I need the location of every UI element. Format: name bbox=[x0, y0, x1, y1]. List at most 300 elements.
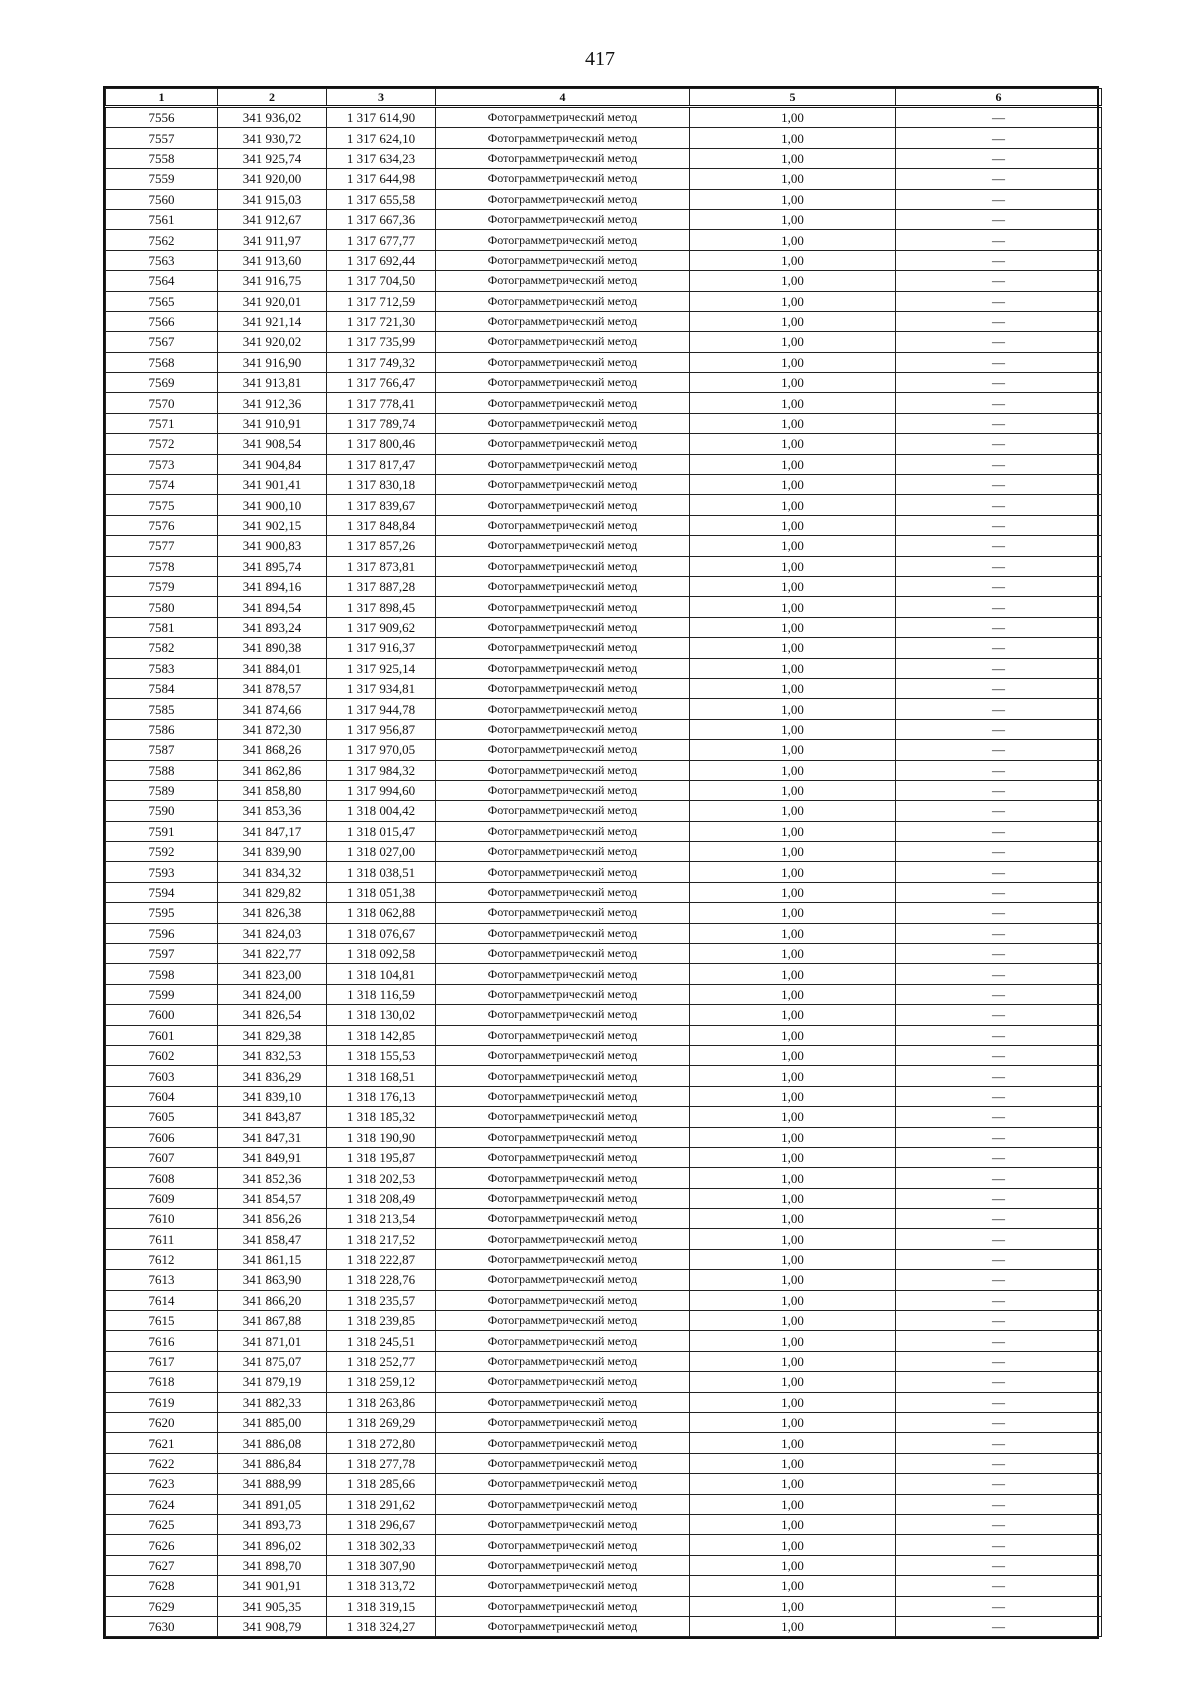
method-cell: Фотограмметрический метод bbox=[436, 1188, 690, 1208]
description-cell: — bbox=[896, 107, 1102, 128]
point-number-cell: 7614 bbox=[106, 1290, 218, 1310]
table-row bbox=[106, 1474, 1102, 1494]
y-coordinate-cell: 1 318 296,67 bbox=[327, 1514, 436, 1534]
method-cell: Фотограмметрический метод bbox=[436, 271, 690, 291]
point-number-cell: 7608 bbox=[106, 1168, 218, 1188]
accuracy-cell: 1,00 bbox=[690, 536, 896, 556]
x-coordinate-cell: 341 936,02 bbox=[218, 107, 327, 128]
coordinates-table bbox=[103, 86, 1099, 1639]
y-coordinate-cell: 1 318 285,66 bbox=[327, 1474, 436, 1494]
point-number-cell: 7588 bbox=[106, 760, 218, 780]
y-coordinate-cell: 1 317 692,44 bbox=[327, 250, 436, 270]
table-row bbox=[106, 1331, 1102, 1351]
x-coordinate-cell: 341 925,74 bbox=[218, 148, 327, 168]
x-coordinate-cell: 341 890,38 bbox=[218, 638, 327, 658]
point-number-cell: 7607 bbox=[106, 1147, 218, 1167]
x-coordinate-cell: 341 878,57 bbox=[218, 678, 327, 698]
accuracy-cell: 1,00 bbox=[690, 189, 896, 209]
y-coordinate-cell: 1 317 857,26 bbox=[327, 536, 436, 556]
accuracy-cell: 1,00 bbox=[690, 230, 896, 250]
x-coordinate-cell: 341 868,26 bbox=[218, 740, 327, 760]
point-number-cell: 7578 bbox=[106, 556, 218, 576]
point-number-cell: 7556 bbox=[106, 107, 218, 128]
y-coordinate-cell: 1 317 614,90 bbox=[327, 107, 436, 128]
table-row bbox=[106, 209, 1102, 229]
accuracy-cell: 1,00 bbox=[690, 1555, 896, 1575]
method-cell: Фотограмметрический метод bbox=[436, 760, 690, 780]
y-coordinate-cell: 1 317 994,60 bbox=[327, 780, 436, 800]
description-cell: — bbox=[896, 1474, 1102, 1494]
point-number-cell: 7600 bbox=[106, 1005, 218, 1025]
table-row bbox=[106, 923, 1102, 943]
x-coordinate-cell: 341 823,00 bbox=[218, 964, 327, 984]
accuracy-cell: 1,00 bbox=[690, 332, 896, 352]
x-coordinate-cell: 341 920,02 bbox=[218, 332, 327, 352]
point-number-cell: 7565 bbox=[106, 291, 218, 311]
description-cell: — bbox=[896, 1005, 1102, 1025]
x-coordinate-cell: 341 913,60 bbox=[218, 250, 327, 270]
x-coordinate-cell: 341 905,35 bbox=[218, 1596, 327, 1616]
method-cell: Фотограмметрический метод bbox=[436, 291, 690, 311]
description-cell: — bbox=[896, 189, 1102, 209]
point-number-cell: 7589 bbox=[106, 780, 218, 800]
method-cell: Фотограмметрический метод bbox=[436, 597, 690, 617]
description-cell: — bbox=[896, 1107, 1102, 1127]
description-cell: — bbox=[896, 760, 1102, 780]
method-cell: Фотограмметрический метод bbox=[436, 1494, 690, 1514]
accuracy-cell: 1,00 bbox=[690, 1392, 896, 1412]
table-row bbox=[106, 1413, 1102, 1433]
table-row bbox=[106, 801, 1102, 821]
accuracy-cell: 1,00 bbox=[690, 597, 896, 617]
accuracy-cell: 1,00 bbox=[690, 699, 896, 719]
table-row bbox=[106, 454, 1102, 474]
description-cell: — bbox=[896, 352, 1102, 372]
description-cell: — bbox=[896, 1596, 1102, 1616]
point-number-cell: 7594 bbox=[106, 882, 218, 902]
description-cell: — bbox=[896, 271, 1102, 291]
method-cell: Фотограмметрический метод bbox=[436, 1311, 690, 1331]
point-number-cell: 7567 bbox=[106, 332, 218, 352]
description-cell: — bbox=[896, 454, 1102, 474]
accuracy-cell: 1,00 bbox=[690, 1045, 896, 1065]
description-cell: — bbox=[896, 984, 1102, 1004]
method-cell: Фотограмметрический метод bbox=[436, 944, 690, 964]
x-coordinate-cell: 341 882,33 bbox=[218, 1392, 327, 1412]
description-cell: — bbox=[896, 821, 1102, 841]
y-coordinate-cell: 1 318 222,87 bbox=[327, 1249, 436, 1269]
method-cell: Фотограмметрический метод bbox=[436, 169, 690, 189]
description-cell: — bbox=[896, 1514, 1102, 1534]
description-cell: — bbox=[896, 842, 1102, 862]
point-number-cell: 7582 bbox=[106, 638, 218, 658]
point-number-cell: 7575 bbox=[106, 495, 218, 515]
description-cell: — bbox=[896, 1270, 1102, 1290]
description-cell: — bbox=[896, 964, 1102, 984]
accuracy-cell: 1,00 bbox=[690, 1514, 896, 1534]
y-coordinate-cell: 1 318 104,81 bbox=[327, 964, 436, 984]
description-cell: — bbox=[896, 882, 1102, 902]
table-row bbox=[106, 250, 1102, 270]
y-coordinate-cell: 1 318 190,90 bbox=[327, 1127, 436, 1147]
x-coordinate-cell: 341 847,31 bbox=[218, 1127, 327, 1147]
point-number-cell: 7615 bbox=[106, 1311, 218, 1331]
x-coordinate-cell: 341 893,24 bbox=[218, 617, 327, 637]
y-coordinate-cell: 1 318 319,15 bbox=[327, 1596, 436, 1616]
accuracy-cell: 1,00 bbox=[690, 576, 896, 596]
x-coordinate-cell: 341 912,36 bbox=[218, 393, 327, 413]
accuracy-cell: 1,00 bbox=[690, 1576, 896, 1596]
y-coordinate-cell: 1 318 252,77 bbox=[327, 1351, 436, 1371]
y-coordinate-cell: 1 317 624,10 bbox=[327, 128, 436, 148]
accuracy-cell: 1,00 bbox=[690, 1168, 896, 1188]
y-coordinate-cell: 1 317 944,78 bbox=[327, 699, 436, 719]
y-coordinate-cell: 1 317 839,67 bbox=[327, 495, 436, 515]
method-cell: Фотограмметрический метод bbox=[436, 903, 690, 923]
x-coordinate-cell: 341 898,70 bbox=[218, 1555, 327, 1575]
description-cell: — bbox=[896, 475, 1102, 495]
description-cell: — bbox=[896, 678, 1102, 698]
point-number-cell: 7604 bbox=[106, 1086, 218, 1106]
point-number-cell: 7596 bbox=[106, 923, 218, 943]
method-cell: Фотограмметрический метод bbox=[436, 1107, 690, 1127]
y-coordinate-cell: 1 318 130,02 bbox=[327, 1005, 436, 1025]
table-row bbox=[106, 352, 1102, 372]
method-cell: Фотограмметрический метод bbox=[436, 495, 690, 515]
y-coordinate-cell: 1 318 062,88 bbox=[327, 903, 436, 923]
point-number-cell: 7617 bbox=[106, 1351, 218, 1371]
description-cell: — bbox=[896, 311, 1102, 331]
description-cell: — bbox=[896, 413, 1102, 433]
method-cell: Фотограмметрический метод bbox=[436, 434, 690, 454]
point-number-cell: 7559 bbox=[106, 169, 218, 189]
point-number-cell: 7622 bbox=[106, 1453, 218, 1473]
page-number: 417 bbox=[585, 48, 615, 70]
accuracy-cell: 1,00 bbox=[690, 515, 896, 535]
x-coordinate-cell: 341 913,81 bbox=[218, 373, 327, 393]
x-coordinate-cell: 341 908,54 bbox=[218, 434, 327, 454]
table-row bbox=[106, 658, 1102, 678]
y-coordinate-cell: 1 318 195,87 bbox=[327, 1147, 436, 1167]
accuracy-cell: 1,00 bbox=[690, 311, 896, 331]
point-number-cell: 7586 bbox=[106, 719, 218, 739]
table-row bbox=[106, 434, 1102, 454]
description-cell: — bbox=[896, 1229, 1102, 1249]
method-cell: Фотограмметрический метод bbox=[436, 780, 690, 800]
point-number-cell: 7566 bbox=[106, 311, 218, 331]
y-coordinate-cell: 1 317 873,81 bbox=[327, 556, 436, 576]
table-row bbox=[106, 1453, 1102, 1473]
y-coordinate-cell: 1 317 898,45 bbox=[327, 597, 436, 617]
point-number-cell: 7609 bbox=[106, 1188, 218, 1208]
method-cell: Фотограмметрический метод bbox=[436, 617, 690, 637]
table-row bbox=[106, 882, 1102, 902]
description-cell: — bbox=[896, 1351, 1102, 1371]
accuracy-cell: 1,00 bbox=[690, 495, 896, 515]
x-coordinate-cell: 341 843,87 bbox=[218, 1107, 327, 1127]
point-number-cell: 7627 bbox=[106, 1555, 218, 1575]
description-cell: — bbox=[896, 699, 1102, 719]
accuracy-cell: 1,00 bbox=[690, 944, 896, 964]
point-number-cell: 7583 bbox=[106, 658, 218, 678]
method-cell: Фотограмметрический метод bbox=[436, 128, 690, 148]
method-cell: Фотограмметрический метод bbox=[436, 332, 690, 352]
accuracy-cell: 1,00 bbox=[690, 1331, 896, 1351]
y-coordinate-cell: 1 317 644,98 bbox=[327, 169, 436, 189]
table-row bbox=[106, 1555, 1102, 1575]
accuracy-cell: 1,00 bbox=[690, 209, 896, 229]
x-coordinate-cell: 341 888,99 bbox=[218, 1474, 327, 1494]
table-row bbox=[106, 1147, 1102, 1167]
accuracy-cell: 1,00 bbox=[690, 393, 896, 413]
method-cell: Фотограмметрический метод bbox=[436, 1290, 690, 1310]
table-row bbox=[106, 821, 1102, 841]
table-row bbox=[106, 617, 1102, 637]
table-row bbox=[106, 107, 1102, 128]
accuracy-cell: 1,00 bbox=[690, 821, 896, 841]
column-header-6: 6 bbox=[896, 89, 1102, 107]
point-number-cell: 7620 bbox=[106, 1413, 218, 1433]
x-coordinate-cell: 341 900,10 bbox=[218, 495, 327, 515]
table-row bbox=[106, 1372, 1102, 1392]
accuracy-cell: 1,00 bbox=[690, 638, 896, 658]
y-coordinate-cell: 1 317 778,41 bbox=[327, 393, 436, 413]
method-cell: Фотограмметрический метод bbox=[436, 1535, 690, 1555]
y-coordinate-cell: 1 318 092,58 bbox=[327, 944, 436, 964]
y-coordinate-cell: 1 318 277,78 bbox=[327, 1453, 436, 1473]
table-row bbox=[106, 475, 1102, 495]
point-number-cell: 7572 bbox=[106, 434, 218, 454]
y-coordinate-cell: 1 318 142,85 bbox=[327, 1025, 436, 1045]
x-coordinate-cell: 341 900,83 bbox=[218, 536, 327, 556]
x-coordinate-cell: 341 920,01 bbox=[218, 291, 327, 311]
description-cell: — bbox=[896, 617, 1102, 637]
accuracy-cell: 1,00 bbox=[690, 107, 896, 128]
table-row bbox=[106, 1086, 1102, 1106]
method-cell: Фотограмметрический метод bbox=[436, 311, 690, 331]
description-cell: — bbox=[896, 434, 1102, 454]
description-cell: — bbox=[896, 1311, 1102, 1331]
accuracy-cell: 1,00 bbox=[690, 1474, 896, 1494]
description-cell: — bbox=[896, 1331, 1102, 1351]
table-row bbox=[106, 1045, 1102, 1065]
accuracy-cell: 1,00 bbox=[690, 740, 896, 760]
x-coordinate-cell: 341 875,07 bbox=[218, 1351, 327, 1371]
accuracy-cell: 1,00 bbox=[690, 1494, 896, 1514]
x-coordinate-cell: 341 856,26 bbox=[218, 1209, 327, 1229]
accuracy-cell: 1,00 bbox=[690, 658, 896, 678]
y-coordinate-cell: 1 318 272,80 bbox=[327, 1433, 436, 1453]
point-number-cell: 7623 bbox=[106, 1474, 218, 1494]
method-cell: Фотограмметрический метод bbox=[436, 678, 690, 698]
y-coordinate-cell: 1 318 168,51 bbox=[327, 1066, 436, 1086]
x-coordinate-cell: 341 891,05 bbox=[218, 1494, 327, 1514]
column-header-2: 2 bbox=[218, 89, 327, 107]
table-row bbox=[106, 862, 1102, 882]
x-coordinate-cell: 341 839,10 bbox=[218, 1086, 327, 1106]
accuracy-cell: 1,00 bbox=[690, 1413, 896, 1433]
point-number-cell: 7610 bbox=[106, 1209, 218, 1229]
y-coordinate-cell: 1 318 259,12 bbox=[327, 1372, 436, 1392]
table-row bbox=[106, 964, 1102, 984]
x-coordinate-cell: 341 895,74 bbox=[218, 556, 327, 576]
description-cell: — bbox=[896, 1188, 1102, 1208]
accuracy-cell: 1,00 bbox=[690, 1086, 896, 1106]
point-number-cell: 7590 bbox=[106, 801, 218, 821]
table-row bbox=[106, 1188, 1102, 1208]
y-coordinate-cell: 1 318 208,49 bbox=[327, 1188, 436, 1208]
description-cell: — bbox=[896, 944, 1102, 964]
accuracy-cell: 1,00 bbox=[690, 780, 896, 800]
y-coordinate-cell: 1 317 667,36 bbox=[327, 209, 436, 229]
table-row bbox=[106, 1311, 1102, 1331]
table-row bbox=[106, 1107, 1102, 1127]
table-row bbox=[106, 495, 1102, 515]
y-coordinate-cell: 1 317 634,23 bbox=[327, 148, 436, 168]
method-cell: Фотограмметрический метод bbox=[436, 1392, 690, 1412]
y-coordinate-cell: 1 317 916,37 bbox=[327, 638, 436, 658]
point-number-cell: 7585 bbox=[106, 699, 218, 719]
x-coordinate-cell: 341 893,73 bbox=[218, 1514, 327, 1534]
description-cell: — bbox=[896, 1535, 1102, 1555]
point-number-cell: 7574 bbox=[106, 475, 218, 495]
accuracy-cell: 1,00 bbox=[690, 1025, 896, 1045]
table-header-row bbox=[106, 89, 1102, 107]
x-coordinate-cell: 341 861,15 bbox=[218, 1249, 327, 1269]
x-coordinate-cell: 341 854,57 bbox=[218, 1188, 327, 1208]
point-number-cell: 7580 bbox=[106, 597, 218, 617]
description-cell: — bbox=[896, 1045, 1102, 1065]
table-row bbox=[106, 1290, 1102, 1310]
x-coordinate-cell: 341 832,53 bbox=[218, 1045, 327, 1065]
x-coordinate-cell: 341 872,30 bbox=[218, 719, 327, 739]
point-number-cell: 7613 bbox=[106, 1270, 218, 1290]
method-cell: Фотограмметрический метод bbox=[436, 189, 690, 209]
y-coordinate-cell: 1 318 213,54 bbox=[327, 1209, 436, 1229]
description-cell: — bbox=[896, 1413, 1102, 1433]
point-number-cell: 7598 bbox=[106, 964, 218, 984]
table-row bbox=[106, 128, 1102, 148]
point-number-cell: 7602 bbox=[106, 1045, 218, 1065]
column-header-5: 5 bbox=[690, 89, 896, 107]
accuracy-cell: 1,00 bbox=[690, 556, 896, 576]
table-row bbox=[106, 760, 1102, 780]
x-coordinate-cell: 341 912,67 bbox=[218, 209, 327, 229]
x-coordinate-cell: 341 853,36 bbox=[218, 801, 327, 821]
x-coordinate-cell: 341 822,77 bbox=[218, 944, 327, 964]
table-row bbox=[106, 1616, 1102, 1636]
method-cell: Фотограмметрический метод bbox=[436, 1474, 690, 1494]
description-cell: — bbox=[896, 1576, 1102, 1596]
accuracy-cell: 1,00 bbox=[690, 148, 896, 168]
method-cell: Фотограмметрический метод bbox=[436, 821, 690, 841]
method-cell: Фотограмметрический метод bbox=[436, 1555, 690, 1575]
table-row bbox=[106, 515, 1102, 535]
description-cell: — bbox=[896, 291, 1102, 311]
method-cell: Фотограмметрический метод bbox=[436, 1005, 690, 1025]
method-cell: Фотограмметрический метод bbox=[436, 964, 690, 984]
description-cell: — bbox=[896, 1249, 1102, 1269]
method-cell: Фотограмметрический метод bbox=[436, 1413, 690, 1433]
method-cell: Фотограмметрический метод bbox=[436, 373, 690, 393]
description-cell: — bbox=[896, 536, 1102, 556]
y-coordinate-cell: 1 318 228,76 bbox=[327, 1270, 436, 1290]
accuracy-cell: 1,00 bbox=[690, 842, 896, 862]
accuracy-cell: 1,00 bbox=[690, 1270, 896, 1290]
method-cell: Фотограмметрический метод bbox=[436, 393, 690, 413]
description-cell: — bbox=[896, 393, 1102, 413]
accuracy-cell: 1,00 bbox=[690, 760, 896, 780]
method-cell: Фотограмметрический метод bbox=[436, 1209, 690, 1229]
description-cell: — bbox=[896, 373, 1102, 393]
y-coordinate-cell: 1 317 766,47 bbox=[327, 373, 436, 393]
point-number-cell: 7587 bbox=[106, 740, 218, 760]
y-coordinate-cell: 1 317 721,30 bbox=[327, 311, 436, 331]
y-coordinate-cell: 1 317 735,99 bbox=[327, 332, 436, 352]
accuracy-cell: 1,00 bbox=[690, 719, 896, 739]
point-number-cell: 7628 bbox=[106, 1576, 218, 1596]
table-row bbox=[106, 576, 1102, 596]
point-number-cell: 7599 bbox=[106, 984, 218, 1004]
x-coordinate-cell: 341 829,82 bbox=[218, 882, 327, 902]
point-number-cell: 7593 bbox=[106, 862, 218, 882]
method-cell: Фотограмметрический метод bbox=[436, 107, 690, 128]
point-number-cell: 7592 bbox=[106, 842, 218, 862]
description-cell: — bbox=[896, 719, 1102, 739]
x-coordinate-cell: 341 911,97 bbox=[218, 230, 327, 250]
method-cell: Фотограмметрический метод bbox=[436, 882, 690, 902]
description-cell: — bbox=[896, 128, 1102, 148]
accuracy-cell: 1,00 bbox=[690, 1290, 896, 1310]
y-coordinate-cell: 1 318 302,33 bbox=[327, 1535, 436, 1555]
description-cell: — bbox=[896, 1290, 1102, 1310]
accuracy-cell: 1,00 bbox=[690, 882, 896, 902]
y-coordinate-cell: 1 318 155,53 bbox=[327, 1045, 436, 1065]
x-coordinate-cell: 341 886,08 bbox=[218, 1433, 327, 1453]
y-coordinate-cell: 1 318 202,53 bbox=[327, 1168, 436, 1188]
table-row bbox=[106, 1168, 1102, 1188]
method-cell: Фотограмметрический метод bbox=[436, 1433, 690, 1453]
description-cell: — bbox=[896, 1494, 1102, 1514]
point-number-cell: 7619 bbox=[106, 1392, 218, 1412]
y-coordinate-cell: 1 318 269,29 bbox=[327, 1413, 436, 1433]
x-coordinate-cell: 341 829,38 bbox=[218, 1025, 327, 1045]
method-cell: Фотограмметрический метод bbox=[436, 1229, 690, 1249]
method-cell: Фотограмметрический метод bbox=[436, 250, 690, 270]
method-cell: Фотограмметрический метод bbox=[436, 1127, 690, 1147]
method-cell: Фотограмметрический метод bbox=[436, 842, 690, 862]
y-coordinate-cell: 1 318 263,86 bbox=[327, 1392, 436, 1412]
method-cell: Фотограмметрический метод bbox=[436, 454, 690, 474]
table-row bbox=[106, 1127, 1102, 1147]
description-cell: — bbox=[896, 230, 1102, 250]
y-coordinate-cell: 1 318 051,38 bbox=[327, 882, 436, 902]
method-cell: Фотограмметрический метод bbox=[436, 1372, 690, 1392]
method-cell: Фотограмметрический метод bbox=[436, 556, 690, 576]
x-coordinate-cell: 341 879,19 bbox=[218, 1372, 327, 1392]
accuracy-cell: 1,00 bbox=[690, 373, 896, 393]
x-coordinate-cell: 341 826,54 bbox=[218, 1005, 327, 1025]
accuracy-cell: 1,00 bbox=[690, 1351, 896, 1371]
x-coordinate-cell: 341 916,90 bbox=[218, 352, 327, 372]
method-cell: Фотограмметрический метод bbox=[436, 1147, 690, 1167]
x-coordinate-cell: 341 824,03 bbox=[218, 923, 327, 943]
y-coordinate-cell: 1 317 984,32 bbox=[327, 760, 436, 780]
point-number-cell: 7601 bbox=[106, 1025, 218, 1045]
point-number-cell: 7611 bbox=[106, 1229, 218, 1249]
description-cell: — bbox=[896, 862, 1102, 882]
y-coordinate-cell: 1 317 800,46 bbox=[327, 434, 436, 454]
